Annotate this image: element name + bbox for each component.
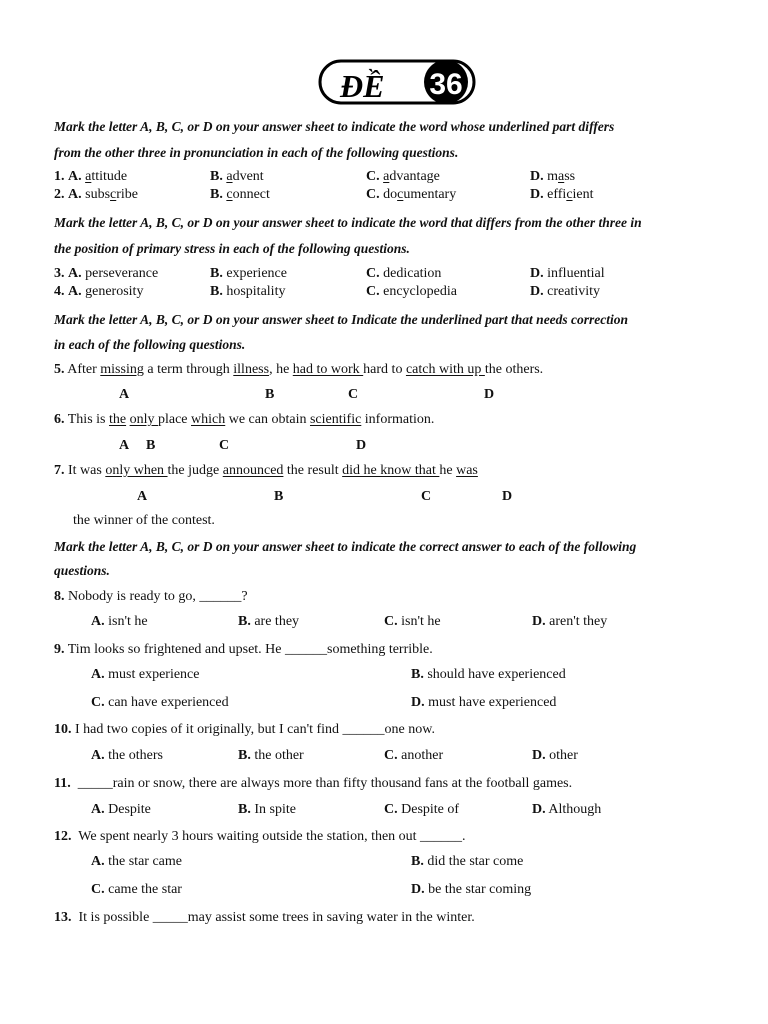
q5-label-d: D [484,387,495,402]
q3-option-b: B. experience [210,266,287,281]
q12-option-d: D. be the star coming [411,882,532,897]
instruction-stress-cont: the position of primary stress in each of the following questions. [54,241,410,256]
q2-option-c: C. documentary [366,187,457,202]
q1-option-c: C. advantage [366,169,440,184]
q9-option-d: D. must have experienced [411,695,557,710]
q2-option-d: D. efficient [530,187,594,202]
instruction-correction: Mark the letter A, B, C, or D on your answer sheet to Indicate the underlined part that needs correction [54,312,629,327]
instruction-correct-answer: Mark the letter A, B, C, or D on your answer sheet to indicate the correct answer to each of the following [54,539,637,554]
q11-option-c: C. Despite of [384,802,460,817]
exam-title-logo [318,55,476,107]
q12-option-a: A. the star came [91,854,182,869]
q3-option-c: C. dedication [366,266,442,281]
q8-option-a: A. isn't he [91,614,148,629]
q4-option-c: C. encyclopedia [366,284,457,299]
q5-label-c: C [348,387,359,402]
question-2: 2. A. subscribe [54,187,139,202]
q7-label-d: D [502,489,513,504]
q12-option-b: B. did the star come [411,854,524,869]
q4-option-b: B. hospitality [210,284,286,299]
q8-option-b: B. are they [238,614,300,629]
question-5: 5. After missing a term through illness, he had to work hard to catch with up the others. [54,362,544,377]
q11-option-a: A. Despite [91,802,151,817]
q10-option-b: B. the other [238,748,304,763]
q7-label-a: A [137,489,148,504]
q6-label-b: B [146,438,156,453]
option-a: attitude [85,169,128,184]
q5-label-a: A [119,387,130,402]
q8-option-c: C. isn't he [384,614,441,629]
q11-option-b: B. In spite [238,802,296,817]
instruction-correct-answer-cont: questions. [54,563,110,578]
instruction-pronunciation: Mark the letter A, B, C, or D on your answer sheet to indicate the word whose underlined part differs [54,119,615,134]
question-1 [54,168,127,186]
q8-option-d: D. aren't they [532,614,608,629]
q9-option-c: C. can have experienced [91,695,229,710]
question-11: 11. _____rain or snow, there are always more than fifty thousand fans at the football games. [54,776,573,791]
question-8: 8. Nobody is ready to go, ______? [54,589,248,604]
q4-option-d: D. creativity [530,284,600,299]
q10-option-a: A. the others [91,748,163,763]
q7-label-c: C [421,489,432,504]
q9-option-a: A. must experience [91,667,200,682]
question-9: 9. Tim looks so frightened and upset. He ______something terrible. [54,642,433,657]
q10-option-d: D. other [532,748,578,763]
question-13: 13. It is possible _____may assist some trees in saving water in the winter. [54,910,475,925]
q5-label-b: B [265,387,275,402]
q6-label-d: D [356,438,367,453]
instruction-correction-cont: in each of the following questions. [54,337,246,352]
q1-option-d: D. mass [530,169,576,184]
q2-option-b: B. connect [210,187,270,202]
instruction-pronunciation-cont: from the other three in pronunciation in each of the following questions. [54,145,459,160]
question-number: 1. [54,169,65,184]
instruction-stress: Mark the letter A, B, C, or D on your answer sheet to indicate the word that differs from the other three in [54,215,642,230]
question-4: 4. A. generosity [54,284,144,299]
q3-option-d: D. influential [530,266,605,281]
option-letter: A. [68,169,82,184]
q9-option-b: B. should have experienced [411,667,566,682]
q11-option-d: D. Although [532,802,602,817]
exam-badge-icon [318,55,476,107]
q6-label-a: A [119,438,130,453]
q10-option-c: C. another [384,748,444,763]
q1-option-b: B. advent [210,169,264,184]
q12-option-c: C. came the star [91,882,182,897]
q6-label-c: C [219,438,230,453]
question-3: 3. A. perseverance [54,266,159,281]
logo-number: 36 [429,68,463,101]
question-7: 7. It was only when the judge announced the result did he know that he was [54,463,478,478]
q7-label-b: B [274,489,284,504]
question-number: 2. [54,187,65,202]
question-10: 10. I had two copies of it originally, but I can't find ______one now. [54,722,435,737]
q7-continuation: the winner of the contest. [73,513,215,528]
logo-text: ĐỀ [340,68,385,104]
question-6: 6. This is the only place which we can obtain scientific information. [54,412,435,427]
question-12: 12. We spent nearly 3 hours waiting outside the station, then out ______. [54,829,466,844]
